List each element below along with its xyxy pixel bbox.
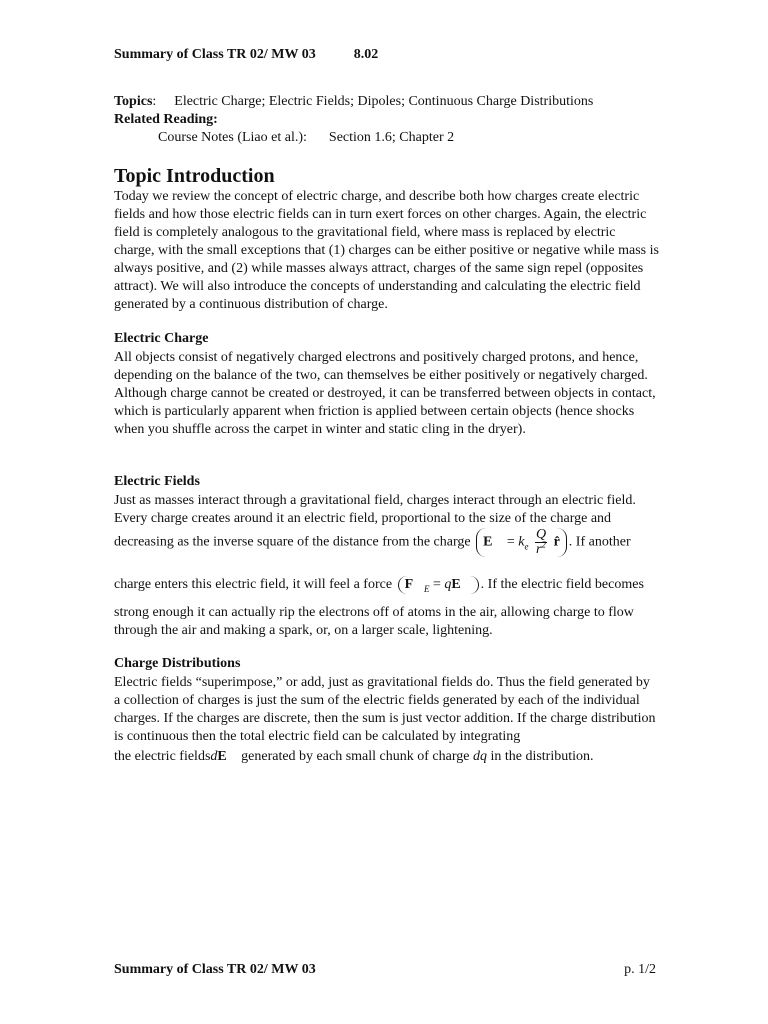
intro-paragraph: Today we review the concept of electric charge, and describe both how charges create electric fields and how those electric fields can in turn exert forces on other charges. Again, the electric field is completely analogous to the gravitational field, where mass is replaced by electric charge, with the small exceptions that (1) charges can be either positive or negative while mass is always positive, and (2) while masses always attract, charges of the same sign repel (opposites attract). We will also introduce the concepts of understanding and calculating the electric field generated by a continuous distribution of charge. — [114, 189, 659, 312]
page-number: p. 1/2 — [624, 962, 656, 977]
integration-trail-text: in the distribution. — [486, 749, 594, 764]
topics-colon: : — [152, 94, 157, 109]
topics-line — [114, 93, 734, 111]
related-reading-line — [158, 129, 454, 147]
integration-line: the electric fieldsdE⃗ generated by each small chunk of charge dq in the distribution. — [114, 749, 594, 764]
coulomb-field-line — [114, 528, 674, 557]
page-header — [114, 46, 378, 64]
course-number: 8.02 — [353, 47, 379, 62]
coulomb-field-equation: E⃗ = $k_e$ $\frac{Q}{r^2}$ r̂ — [476, 528, 567, 557]
eq2-lead-text: charge enters this electric field, it will feel a force — [114, 577, 393, 593]
footer-title: Summary of Class TR 02/ MW 03 — [114, 962, 316, 977]
dq-symbol: dq — [472, 749, 487, 764]
dE-symbol: d — [210, 749, 218, 764]
electric-fields-paragraph-2: strong enough it can actually rip the electrons off of atoms in the air, allowing charge to flow through the air and making a spark, or, on a larger scale, lightening. — [114, 605, 634, 638]
related-reading-label: Related Reading: — [114, 112, 218, 127]
section-heading-electric-charge: Electric Charge — [114, 331, 209, 346]
page-footer — [114, 961, 656, 979]
eq2-trail-text: . If the electric field becomes — [480, 577, 644, 593]
section-heading-intro: Topic Introduction — [114, 165, 275, 187]
electric-fields-paragraph-1: Just as masses interact through a gravitational field, charges interact through an electric field. Every charge creates around it an electric field, proportional to the size of the charge and — [114, 493, 636, 526]
section-heading-electric-fields: Electric Fields — [114, 474, 200, 489]
reading-source: Course Notes (Liao et al.): — [158, 130, 307, 145]
topics-value: Electric Charge; Electric Fields; Dipoles; Continuous Charge Distributions — [174, 94, 594, 109]
reading-location: Section 1.6; Chapter 2 — [328, 130, 455, 145]
electric-charge-paragraph: All objects consist of negatively charged electrons and positively charged protons, and hence, depending on the balance of the two, can themselves be either positively or negatively charged. Although charge cannot be created or destroyed, it can be transferred between objects in contact, which is particularly apparent when friction is applied between certain objects (hence shocks when you shuffle across the carpet in winter and static cling in the dryer). — [114, 350, 656, 437]
eq1-trail-text: . If another — [568, 534, 631, 550]
header-title: Summary of Class TR 02/ MW 03 — [114, 47, 316, 62]
section-heading-charge-distributions: Charge Distributions — [114, 656, 241, 671]
eq1-lead-text: decreasing as the inverse square of the distance from the charge — [114, 534, 471, 550]
topics-label: Topics — [114, 94, 153, 109]
integration-lead-text: the electric fields — [114, 749, 211, 764]
charge-distributions-paragraph: Electric fields “superimpose,” or add, just as gravitational fields do. Thus the field generated by a collection of charges is just the sum of the electric fields generated by each of the individual charges. If the charges are discrete, then the sum is just vector addition. If the charge distribution is continuous then the total electric field can be calculated by integrating — [114, 675, 656, 744]
force-equation: $F⃗_E$ = qE⃗ — [398, 576, 479, 594]
integration-mid-text: generated by each small chunk of charge — [237, 749, 473, 764]
force-line — [114, 576, 674, 594]
